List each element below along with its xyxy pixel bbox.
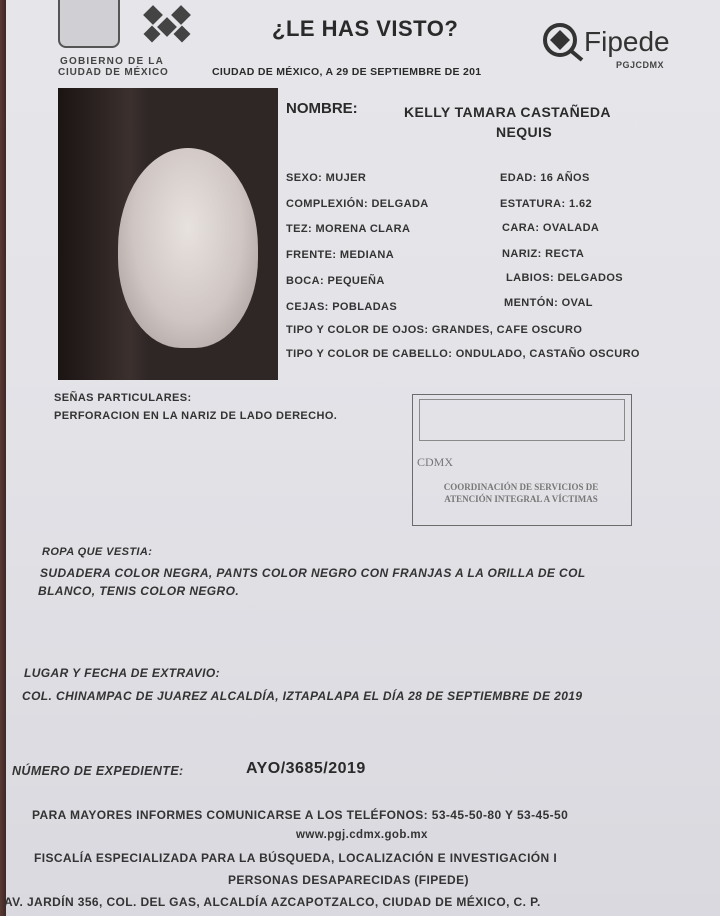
stamp-cdmx-logo: CDMX <box>417 455 454 469</box>
place-date: CIUDAD DE MÉXICO, A 29 DE SEPTIEMBRE DE 201 <box>212 66 482 78</box>
fipede-logo-text: Fipede <box>584 26 670 57</box>
footer-phones: PARA MAYORES INFORMES COMUNICARSE A LOS TELÉFONOS: 53-45-50-80 Y 53-45-50 <box>32 808 569 822</box>
ropa-line-2: BLANCO, TENIS COLOR NEGRO. <box>38 584 240 598</box>
field-frente: FRENTE: MEDIANA <box>286 249 395 261</box>
gov-line-2: CIUDAD DE MÉXICO <box>58 67 169 78</box>
ropa-line-1: SUDADERA COLOR NEGRA, PANTS COLOR NEGRO CON FRANJAS A LA ORILLA DE COL <box>40 566 586 580</box>
field-nariz: NARIZ: RECTA <box>502 248 585 260</box>
footer-fipede: PERSONAS DESAPARECIDAS (FIPEDE) <box>228 873 469 887</box>
stamp-header-box <box>419 399 625 441</box>
field-boca: BOCA: PEQUEÑA <box>286 275 385 287</box>
field-menton: MENTÓN: OVAL <box>504 297 593 309</box>
expediente-label: NÚMERO DE EXPEDIENTE: <box>12 764 184 778</box>
name-label: NOMBRE: <box>286 100 358 117</box>
field-ojos: TIPO Y COLOR DE OJOS: GRANDES, CAFE OSCURO <box>286 324 583 336</box>
field-estatura: ESTATURA: 1.62 <box>500 198 592 210</box>
stamp-text: COORDINACIÓN DE SERVICIOS DE ATENCIÓN INTEGRAL A VÍCTIMAS <box>443 482 599 504</box>
gov-line-1: GOBIERNO DE LA <box>60 56 165 67</box>
official-stamp <box>412 394 632 526</box>
ropa-label: ROPA QUE VESTIA: <box>42 546 153 558</box>
footer-fiscalia: FISCALÍA ESPECIALIZADA PARA LA BÚSQUEDA, LOCALIZACIÓN E INVESTIGACIÓN I <box>34 851 558 865</box>
footer-address: AV. JARDÍN 356, COL. DEL GAS, ALCALDÍA AZCAPOTZALCO, CIUDAD DE MÉXICO, C. P. <box>4 895 541 909</box>
field-tez: TEZ: MORENA CLARA <box>286 223 411 235</box>
field-edad: EDAD: 16 AÑOS <box>500 172 590 184</box>
field-complexion: COMPLEXIÓN: DELGADA <box>286 198 429 210</box>
fipede-emblem-icon <box>540 22 584 62</box>
xicalli-logo <box>140 2 196 46</box>
extravio-label: LUGAR Y FECHA DE EXTRAVIO: <box>24 666 220 680</box>
field-cabello: TIPO Y COLOR DE CABELLO: ONDULADO, CASTAÑO OSCURO <box>286 348 640 360</box>
senas-label: SEÑAS PARTICULARES: <box>54 392 192 404</box>
page-title: ¿LE HAS VISTO? <box>272 16 459 41</box>
extravio-value: COL. CHINAMPAC DE JUAREZ ALCALDÍA, IZTAPALAPA EL DÍA 28 DE SEPTIEMBRE DE 2019 <box>22 689 583 703</box>
field-cejas: CEJAS: POBLADAS <box>286 301 398 313</box>
name-line-1: KELLY TAMARA CASTAÑEDA <box>404 104 611 120</box>
person-photo <box>58 88 278 380</box>
expediente-value: AYO/3685/2019 <box>246 760 366 777</box>
footer-website: www.pgj.cdmx.gob.mx <box>296 829 428 841</box>
field-cara: CARA: OVALADA <box>502 222 600 234</box>
cdmx-shield-logo <box>58 0 120 48</box>
field-labios: LABIOS: DELGADOS <box>506 272 624 284</box>
senas-value: PERFORACION EN LA NARIZ DE LADO DERECHO. <box>54 410 338 422</box>
fipede-sub-text: PGJCDMX <box>616 60 665 70</box>
name-line-2: NEQUIS <box>496 124 553 140</box>
field-sexo: SEXO: MUJER <box>286 172 367 184</box>
